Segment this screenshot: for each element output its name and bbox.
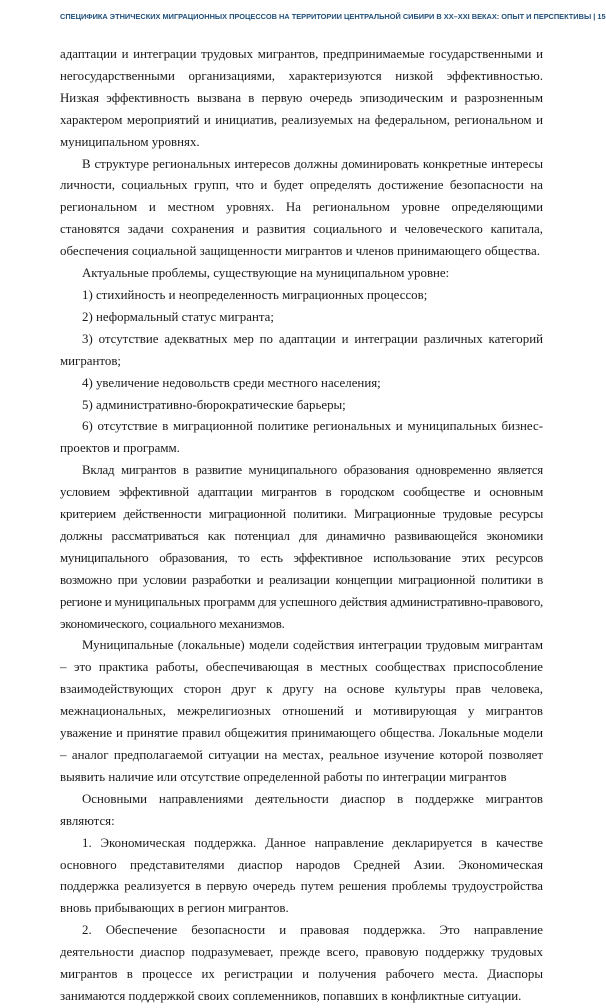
list-item-problem-2: 2) неформальный статус мигранта; bbox=[82, 309, 274, 324]
list-item-problem-5: 5) административно-бюрократические барьеры; bbox=[82, 397, 346, 412]
list-item-problem-1: 1) стихийность и неопределенность миграционных процессов; bbox=[82, 287, 428, 302]
running-title: СПЕЦИФИКА ЭТНИЧЕСКИХ МИГРАЦИОННЫХ ПРОЦЕССОВ НА ТЕРРИТОРИИ ЦЕНТРАЛЬНОЙ СИБИРИ В ХХ–ХХI ВЕКАХ: ОПЫТ И ПЕРСПЕКТИВЫ bbox=[60, 12, 592, 21]
paragraph-diaspora-directions: Основными направлениями деятельности диаспор в поддержке мигрантов являются: bbox=[60, 791, 543, 828]
paragraph-continuation: адаптации и интеграции трудовых мигрантов, предпринимаемые государственными и негосударственными организациями, характеризуются низкой эффективностью. Низкая эффективность вызвана в первую очередь эпизодическим и разрозненным характером мероприятий и инициатив, реализуемых на федеральном, региональном и муниципальном уровнях. bbox=[60, 47, 543, 149]
paragraph-local-models: Муниципальные (локальные) модели содействия интеграции трудовым мигрантам – это практика работы, обеспечивающая в местных сообществах приспособление взаимодействующих сторон друг к другу на основе культуры прав человека, межнациональных, межрелигиозных отношений и мотивирующая у мигрантов уважение и принятие правил общежития принимающего общества. Локальные модели – аналог предполагаемой ситуации на местах, реальное изучение которой позволяет выявить наличие или отсутствие определенной работы по интеграции мигрантов bbox=[60, 638, 543, 784]
list-item-problem-4: 4) увеличение недовольств среди местного населения; bbox=[82, 375, 381, 390]
paragraph-migrant-contribution: Вклад мигрантов в развитие муниципального образования одновременно является условием эффективной адаптации мигрантов в городском сообществе и основным критерием действенности миграционной политики. Миграционные трудовые ресурсы должны рассматриваться как потенциал для динамично развивающейся экономики муниципального образования, то есть эффективное использование этих ресурсов возможно при условии разработки и реализации концепции миграционной политики в регионе и муниципальных программ для успешного действия административно-правового, экономического, социального механизмов. bbox=[60, 463, 543, 631]
paragraph-problems-intro: Актуальные проблемы, существующие на муниципальном уровне: bbox=[82, 266, 450, 281]
page-number: 15 bbox=[597, 12, 606, 21]
list-item-problem-6: 6) отсутствие в миграционной политике региональных и муниципальных бизнес-проектов и программ. bbox=[60, 419, 543, 456]
body-text bbox=[60, 44, 543, 1008]
list-item-problem-3: 3) отсутствие адекватных мер по адаптации и интеграции различных категорий мигрантов; bbox=[60, 331, 543, 368]
running-header bbox=[60, 12, 606, 21]
list-item-legal-support: 2. Обеспечение безопасности и правовая поддержка. Это направление деятельности диаспор подразумевает, прежде всего, правовую поддержку трудовых мигрантов в процессе их регистрации и получения рабочего места. Диаспоры занимаются поддержкой своих соплеменников, попавших в конфликтные ситуации. bbox=[60, 923, 543, 1003]
header-separator: | bbox=[593, 12, 596, 21]
paragraph-regional-interests: В структуре региональных интересов должны доминировать конкретные интересы личности, социальных групп, что и будет определять достижение безопасности на региональном и местном уровнях. На региональном уровне определяющими становятся задачи сохранения и развития социального и человеческого капитала, обеспечения социальной защищенности мигрантов и членов принимающего общества. bbox=[60, 156, 543, 259]
list-item-economic-support: 1. Экономическая поддержка. Данное направление декларируется в качестве основного представителями диаспор народов Средней Азии. Экономическая поддержка реализуется в первую очередь путем решения проблемы трудоустройства вновь прибывающих в регион мигрантов. bbox=[60, 835, 543, 916]
